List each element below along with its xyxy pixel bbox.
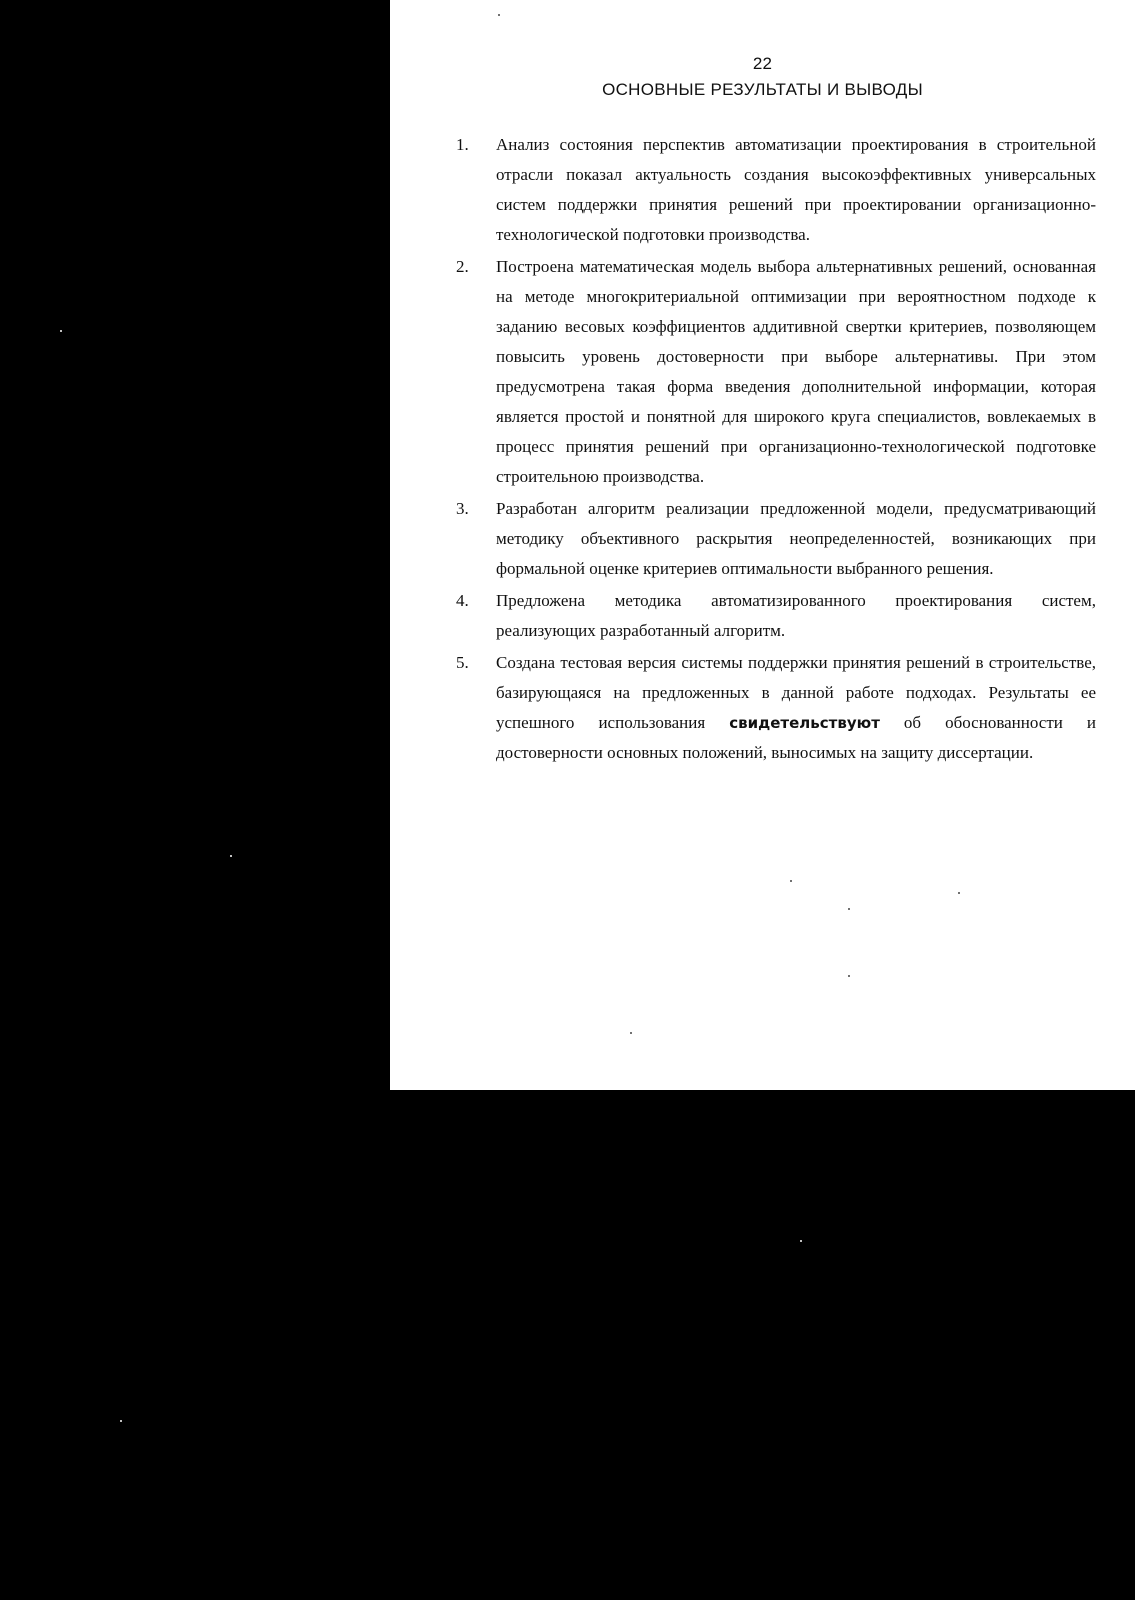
item-number: 1. [456, 135, 469, 154]
item-number: 3. [456, 499, 469, 518]
item-number: 5. [456, 653, 469, 672]
item-text: Анализ состояния перспектив автоматизации проектирования в строительной отрасли показал актуальность создания высокоэффективных универсальных систем поддержки принятия решений при проектировании организационно-технологической подготовки производства. [496, 135, 1096, 244]
conclusions-list [456, 130, 1096, 770]
conclusion-item-1 [456, 130, 1096, 250]
conclusion-item-4 [456, 586, 1096, 646]
item-text: Разработан алгоритм реализации предложенной модели, предусматривающий методику объективного раскрытия неопределенностей, возникающих при формальной оценке критериев оптимальности выбранного решения. [496, 499, 1096, 578]
scan-speck [800, 1240, 802, 1242]
item-number: 4. [456, 591, 469, 610]
item-text: Построена математическая модель выбора альтернативных решений, основанная на методе многокритериальной оптимизации при вероятностном подходе к заданию весовых коэффициентов аддитивной свертки критериев, позволяющем повысить уровень достоверности при выборе альтернативы. При этом предусмотрена такая форма введения дополнительной информации, которая является простой и понятной для широкого круга специалистов, вовлекаемых в процесс принятия решений при организационно-технологической подготовке строительною производства. [496, 257, 1096, 486]
scan-speck [848, 908, 850, 910]
conclusion-item-3 [456, 494, 1096, 584]
conclusion-item-5 [456, 648, 1096, 768]
page-title: ОСНОВНЫЕ РЕЗУЛЬТАТЫ И ВЫВОДЫ [602, 80, 923, 99]
page-number: 22 [752, 54, 773, 73]
document-page [390, 0, 1135, 1090]
item-text [496, 653, 1096, 762]
scan-speck [230, 855, 232, 857]
item-text-end: об обоснованности и достоверности основных положений, выносимых на защиту диссертации. [496, 713, 1096, 762]
item-text: Предложена методика автоматизированного проектирования систем, реализующих разработанный алгоритм. [496, 591, 1096, 640]
scan-speck [790, 880, 792, 882]
scan-speck [498, 14, 500, 16]
scan-speck [848, 975, 850, 977]
scan-speck [958, 892, 960, 894]
conclusion-item-2 [456, 252, 1096, 492]
scan-speck [60, 330, 62, 332]
item-text-start: Создана тестовая версия системы поддержки принятия решений в строительстве, базирующаяся на предложенных в данной работе подходах. Результаты ее успешного использования [496, 653, 1096, 732]
scan-speck [630, 1032, 632, 1034]
scan-speck [120, 1420, 122, 1422]
item-text-bold-word: свидетельствуют [729, 714, 880, 732]
scan-background-bottom [0, 1090, 1135, 1600]
item-number: 2. [456, 257, 469, 276]
